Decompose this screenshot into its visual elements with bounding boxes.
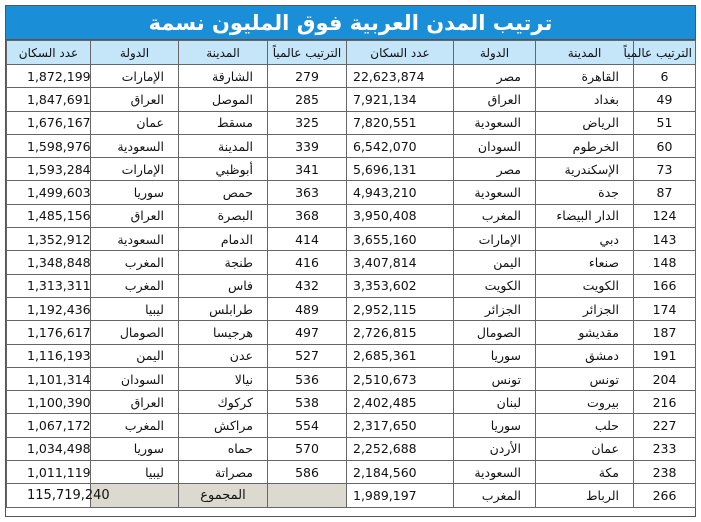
rank-cell: 285: [268, 88, 347, 111]
country-cell: السعودية: [454, 461, 536, 484]
table-row: [7, 158, 696, 181]
rank-cell: 266: [634, 484, 696, 507]
population-cell: 3,407,814: [347, 251, 454, 274]
country-cell: مصر: [454, 158, 536, 181]
rank-cell: 432: [268, 274, 347, 297]
header-country: الدولة: [91, 41, 179, 65]
table-row: [7, 297, 696, 320]
city-cell: عدن: [179, 344, 268, 367]
country-cell: السعودية: [91, 228, 179, 251]
population-cell: 1,067,172: [7, 414, 91, 437]
city-cell: الشارقة: [179, 65, 268, 88]
country-cell: اليمن: [454, 251, 536, 274]
rank-cell: 527: [268, 344, 347, 367]
city-cell: الدمام: [179, 228, 268, 251]
table-title: ترتيب المدن العربية فوق المليون نسمة: [6, 6, 695, 40]
rank-cell: 368: [268, 204, 347, 227]
city-cell: مراكش: [179, 414, 268, 437]
table-row: [7, 437, 696, 460]
city-cell: مصراتة: [179, 461, 268, 484]
rank-cell: 216: [634, 391, 696, 414]
header-rank: الترتيب عالمياً: [634, 41, 696, 65]
country-cell: المغرب: [91, 274, 179, 297]
rank-cell: 416: [268, 251, 347, 274]
population-cell: 1,192,436: [7, 297, 91, 320]
header-row: [7, 41, 696, 65]
population-cell: 2,510,673: [347, 367, 454, 390]
rank-cell: 148: [634, 251, 696, 274]
population-cell: 3,353,602: [347, 274, 454, 297]
rank-cell: 174: [634, 297, 696, 320]
city-cell: طرابلس: [179, 297, 268, 320]
cities-table: [6, 40, 696, 508]
population-cell: 1,348,848: [7, 251, 91, 274]
rank-cell: 536: [268, 367, 347, 390]
city-cell: حماه: [179, 437, 268, 460]
city-cell: البصرة: [179, 204, 268, 227]
rank-cell: 363: [268, 181, 347, 204]
rank-cell: 570: [268, 437, 347, 460]
country-cell: الأردن: [454, 437, 536, 460]
rank-cell: 166: [634, 274, 696, 297]
population-cell: 1,598,976: [7, 134, 91, 157]
country-cell: عمان: [91, 111, 179, 134]
city-cell: مسقط: [179, 111, 268, 134]
city-cell: جدة: [536, 181, 634, 204]
country-cell: الإمارات: [91, 65, 179, 88]
population-cell: 1,676,167: [7, 111, 91, 134]
population-cell: 2,402,485: [347, 391, 454, 414]
population-cell: 7,921,134: [347, 88, 454, 111]
table-row: [7, 134, 696, 157]
city-cell: دمشق: [536, 344, 634, 367]
country-cell: السعودية: [454, 181, 536, 204]
country-cell: سوريا: [91, 437, 179, 460]
rank-cell: 187: [634, 321, 696, 344]
city-cell: فاس: [179, 274, 268, 297]
country-cell: ليبيا: [91, 461, 179, 484]
city-cell: هرجيسا: [179, 321, 268, 344]
header-population: عدد السكان: [347, 41, 454, 65]
population-cell: 1,593,284: [7, 158, 91, 181]
rank-cell: 538: [268, 391, 347, 414]
cities-table-card: [5, 5, 696, 517]
rank-cell: 489: [268, 297, 347, 320]
city-cell: صنعاء: [536, 251, 634, 274]
rank-cell: 233: [634, 437, 696, 460]
country-cell: الإمارات: [91, 158, 179, 181]
population-cell: 1,034,498: [7, 437, 91, 460]
city-cell: دبي: [536, 228, 634, 251]
table-row: [7, 321, 696, 344]
population-cell: 2,685,361: [347, 344, 454, 367]
population-cell: 1,485,156: [7, 204, 91, 227]
country-cell: اليمن: [91, 344, 179, 367]
rank-cell: 204: [634, 367, 696, 390]
country-cell: السودان: [454, 134, 536, 157]
country-cell: المغرب: [454, 204, 536, 227]
rank-cell: 143: [634, 228, 696, 251]
rank-cell: 339: [268, 134, 347, 157]
country-cell: السودان: [91, 367, 179, 390]
rank-cell: 51: [634, 111, 696, 134]
rank-cell: 341: [268, 158, 347, 181]
population-cell: 2,184,560: [347, 461, 454, 484]
city-cell: بغداد: [536, 88, 634, 111]
population-cell: 6,542,070: [347, 134, 454, 157]
city-cell: عمان: [536, 437, 634, 460]
city-cell: الرباط: [536, 484, 634, 507]
city-cell: الخرطوم: [536, 134, 634, 157]
country-cell: المغرب: [454, 484, 536, 507]
table-row: [7, 181, 696, 204]
population-cell: 1,313,311: [7, 274, 91, 297]
rank-cell: 227: [634, 414, 696, 437]
city-cell: الدار البيضاء: [536, 204, 634, 227]
city-cell: مكة: [536, 461, 634, 484]
table-row: [7, 251, 696, 274]
rank-cell: 554: [268, 414, 347, 437]
country-cell: المغرب: [91, 414, 179, 437]
header-city: المدينة: [179, 41, 268, 65]
country-cell: مصر: [454, 65, 536, 88]
total-value: 115,719,240: [7, 484, 91, 507]
rank-cell: 238: [634, 461, 696, 484]
population-cell: 2,726,815: [347, 321, 454, 344]
rank-cell: 497: [268, 321, 347, 344]
city-cell: حلب: [536, 414, 634, 437]
city-cell: حمص: [179, 181, 268, 204]
rank-cell: 73: [634, 158, 696, 181]
table-row: [7, 461, 696, 484]
country-cell: العراق: [91, 391, 179, 414]
table-row: [7, 484, 696, 507]
population-cell: 1,100,390: [7, 391, 91, 414]
city-cell: الجزائر: [536, 297, 634, 320]
table-row: [7, 274, 696, 297]
population-cell: 1,176,617: [7, 321, 91, 344]
country-cell: السعودية: [91, 134, 179, 157]
rank-cell: 87: [634, 181, 696, 204]
country-cell: العراق: [454, 88, 536, 111]
city-cell: القاهرة: [536, 65, 634, 88]
population-cell: 3,950,408: [347, 204, 454, 227]
table-row: [7, 65, 696, 88]
city-cell: طنجة: [179, 251, 268, 274]
country-cell: المغرب: [91, 251, 179, 274]
population-cell: 1,116,193: [7, 344, 91, 367]
city-cell: بيروت: [536, 391, 634, 414]
city-cell: نيالا: [179, 367, 268, 390]
rank-cell: 60: [634, 134, 696, 157]
table-row: [7, 204, 696, 227]
population-cell: 2,317,650: [347, 414, 454, 437]
rank-cell: 586: [268, 461, 347, 484]
population-cell: 1,101,314: [7, 367, 91, 390]
population-cell: 2,252,688: [347, 437, 454, 460]
population-cell: 1,011,119: [7, 461, 91, 484]
population-cell: 1,989,197: [347, 484, 454, 507]
table-row: [7, 344, 696, 367]
table-row: [7, 111, 696, 134]
table-row: [7, 228, 696, 251]
population-cell: 3,655,160: [347, 228, 454, 251]
country-cell: العراق: [91, 204, 179, 227]
total-label: المجموع: [179, 484, 268, 507]
population-cell: 5,696,131: [347, 158, 454, 181]
country-cell: الجزائر: [454, 297, 536, 320]
country-cell: سوريا: [454, 414, 536, 437]
city-cell: أبوظبي: [179, 158, 268, 181]
population-cell: 4,943,210: [347, 181, 454, 204]
table-row: [7, 391, 696, 414]
population-cell: 1,352,912: [7, 228, 91, 251]
population-cell: 1,847,691: [7, 88, 91, 111]
country-cell: السعودية: [454, 111, 536, 134]
rank-cell: 124: [634, 204, 696, 227]
population-cell: 22,623,874: [347, 65, 454, 88]
header-city: المدينة: [536, 41, 634, 65]
population-cell: 1,499,603: [7, 181, 91, 204]
country-cell: الإمارات: [454, 228, 536, 251]
rank-cell: 49: [634, 88, 696, 111]
population-cell: 7,820,551: [347, 111, 454, 134]
country-cell: العراق: [91, 88, 179, 111]
header-country: الدولة: [454, 41, 536, 65]
total-blank-cell: [268, 484, 347, 507]
country-cell: الصومال: [91, 321, 179, 344]
population-cell: 2,952,115: [347, 297, 454, 320]
rank-cell: 6: [634, 65, 696, 88]
country-cell: سوريا: [454, 344, 536, 367]
table-row: [7, 88, 696, 111]
rank-cell: 325: [268, 111, 347, 134]
country-cell: تونس: [454, 367, 536, 390]
city-cell: الموصل: [179, 88, 268, 111]
city-cell: مقديشو: [536, 321, 634, 344]
table-row: [7, 414, 696, 437]
city-cell: كركوك: [179, 391, 268, 414]
header-rank: الترتيب عالمياً: [268, 41, 347, 65]
city-cell: الكويت: [536, 274, 634, 297]
city-cell: المدينة: [179, 134, 268, 157]
header-population: عدد السكان: [7, 41, 91, 65]
rank-cell: 191: [634, 344, 696, 367]
city-cell: تونس: [536, 367, 634, 390]
country-cell: الصومال: [454, 321, 536, 344]
table-row: [7, 367, 696, 390]
rank-cell: 414: [268, 228, 347, 251]
country-cell: الكويت: [454, 274, 536, 297]
rank-cell: 279: [268, 65, 347, 88]
country-cell: لبنان: [454, 391, 536, 414]
population-cell: 1,872,199: [7, 65, 91, 88]
city-cell: الإسكندرية: [536, 158, 634, 181]
country-cell: سوريا: [91, 181, 179, 204]
country-cell: ليبيا: [91, 297, 179, 320]
city-cell: الرياض: [536, 111, 634, 134]
